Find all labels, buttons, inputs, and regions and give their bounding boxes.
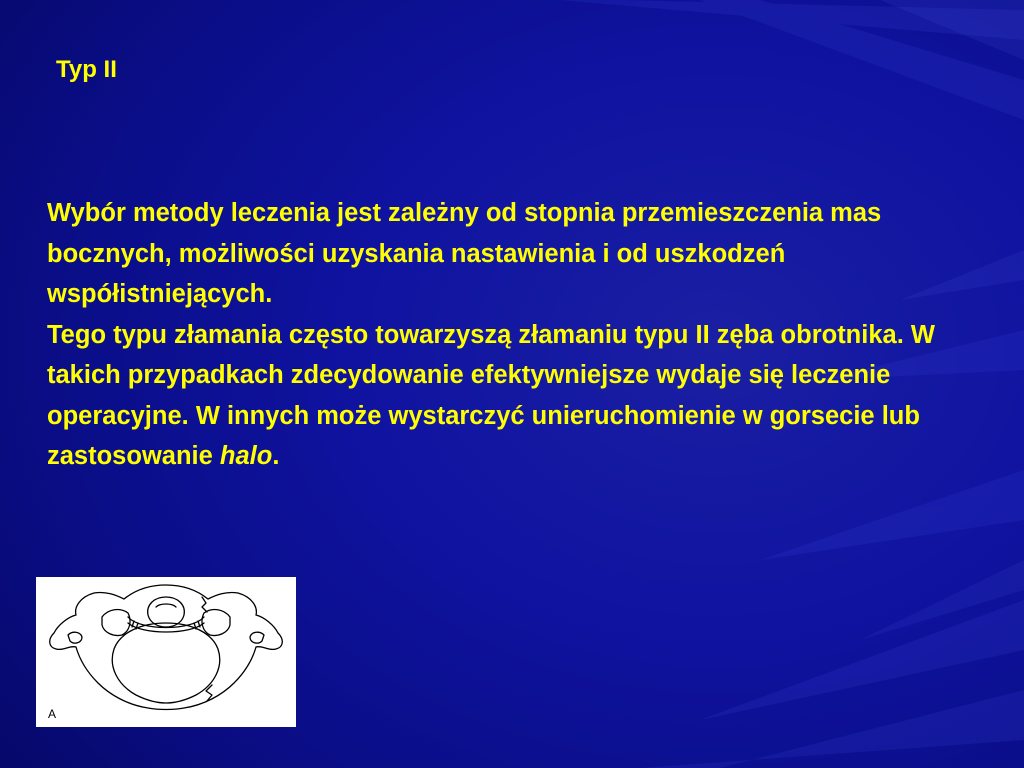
- slide-body: [47, 193, 987, 477]
- paragraph-associated-fractures-text: Tego typu złamania często towarzyszą złamaniu typu II zęba obrotnika. W takich przypadkach zdecydowanie efektywniejsze wydaje się leczenie operacyjne. W innych może wystarczyć unieruchomienie w gorsecie lub zastosowanie: [47, 320, 935, 470]
- paragraph-end-punctuation: .: [272, 442, 280, 470]
- halo-term: halo: [219, 442, 273, 470]
- atlas-vertebra-figure: [36, 577, 296, 727]
- paragraph-associated-fractures: [47, 315, 987, 477]
- atlas-vertebra-drawing: [36, 577, 296, 727]
- figure-label: A: [48, 707, 57, 721]
- slide-title: Typ II: [56, 56, 117, 83]
- paragraph-treatment-choice: Wybór metody leczenia jest zależny od stopnia przemieszczenia mas bocznych, możliwości uzyskania nastawienia i od uszkodzeń współistniejących.: [47, 199, 882, 308]
